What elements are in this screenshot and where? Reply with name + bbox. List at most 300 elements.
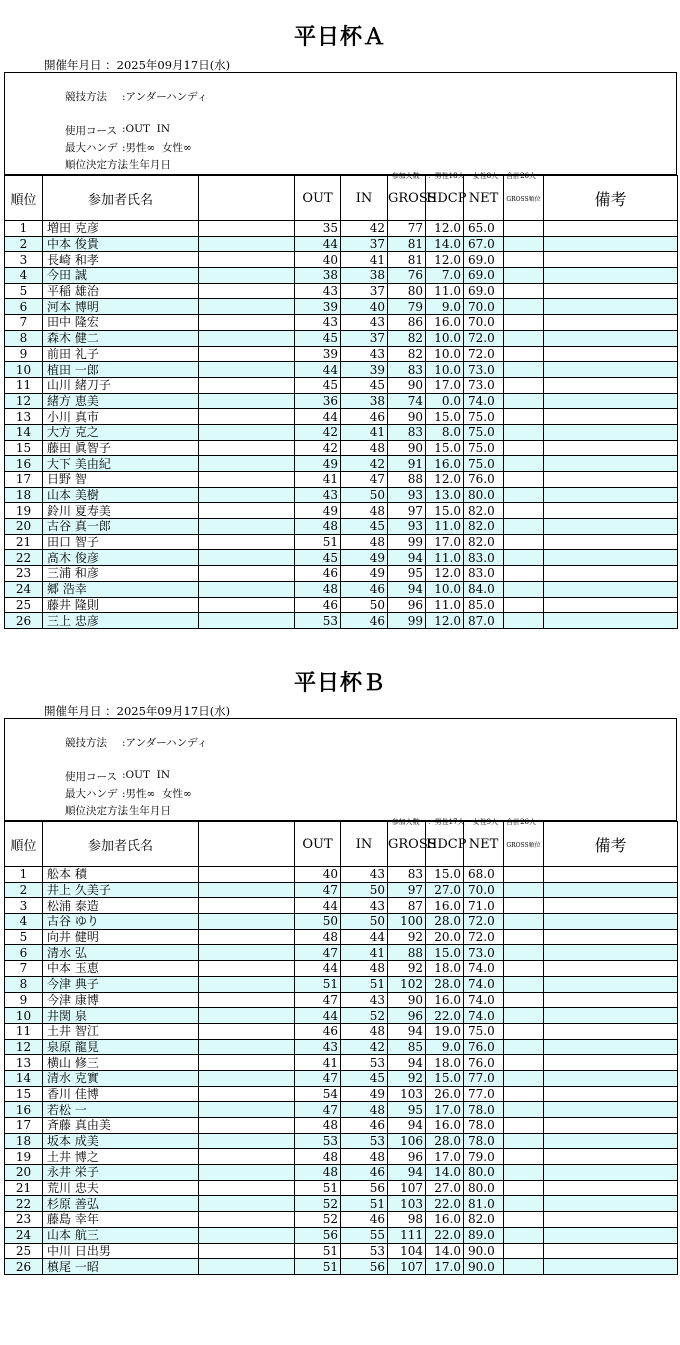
hdcp-cell: 12.0: [426, 613, 464, 629]
gross-rank-cell: [504, 1008, 544, 1024]
name-cell: 荒川 忠夫: [43, 1180, 199, 1196]
gross-rank-cell: [504, 1102, 544, 1118]
in-cell: 43: [341, 315, 388, 331]
name-cell: 郷 浩幸: [43, 581, 199, 597]
remarks-cell: [544, 503, 678, 519]
out-cell: 39: [295, 346, 341, 362]
net-cell: 74.0: [464, 992, 504, 1008]
name-cell: 井上 久美子: [43, 882, 199, 898]
net-cell: 74.0: [464, 1008, 504, 1024]
net-cell: 75.0: [464, 440, 504, 456]
gross-cell: 93: [388, 487, 426, 503]
in-cell: 37: [341, 283, 388, 299]
out-cell: 52: [295, 1212, 341, 1228]
blank-cell: [199, 315, 295, 331]
hdcp-cell: 14.0: [426, 236, 464, 252]
gross-rank-cell: [504, 1259, 544, 1275]
remarks-cell: [544, 914, 678, 930]
rank-cell: 1: [5, 221, 43, 237]
net-cell: 73.0: [464, 377, 504, 393]
name-cell: 三上 忠彦: [43, 613, 199, 629]
info-box: [4, 72, 677, 180]
remarks-cell: [544, 221, 678, 237]
in-cell: 43: [341, 992, 388, 1008]
in-cell: 48: [341, 1102, 388, 1118]
blank-cell: [199, 346, 295, 362]
in-cell: 48: [341, 534, 388, 550]
rank-cell: 16: [5, 456, 43, 472]
in-cell: 52: [341, 1008, 388, 1024]
name-cell: 山本 航三: [43, 1227, 199, 1243]
out-cell: 46: [295, 1023, 341, 1039]
out-cell: 44: [295, 961, 341, 977]
remarks-cell: [544, 283, 678, 299]
out-cell: 44: [295, 362, 341, 378]
results-table: [4, 175, 678, 629]
hdcp-cell: 28.0: [426, 914, 464, 930]
hdcp-cell: 28.0: [426, 1133, 464, 1149]
out-cell: 47: [295, 1070, 341, 1086]
in-cell: 47: [341, 472, 388, 488]
gross-rank-cell: [504, 1133, 544, 1149]
blank-cell: [199, 1039, 295, 1055]
table-row: [5, 882, 678, 898]
table-row: [5, 440, 678, 456]
gross-cell: 107: [388, 1259, 426, 1275]
name-cell: 土井 智江: [43, 1023, 199, 1039]
table-row: [5, 534, 678, 550]
net-cell: 68.0: [464, 867, 504, 883]
name-cell: 舩本 積: [43, 867, 199, 883]
in-cell: 50: [341, 487, 388, 503]
table-row: [5, 1039, 678, 1055]
remarks-cell: [544, 409, 678, 425]
out-cell: 48: [295, 1149, 341, 1165]
gross-cell: 94: [388, 1023, 426, 1039]
gross-rank-cell: [504, 1070, 544, 1086]
remarks-cell: [544, 268, 678, 284]
gross-rank-cell: [504, 393, 544, 409]
rank-cell: 12: [5, 393, 43, 409]
rank-cell: 21: [5, 1180, 43, 1196]
gross-rank-cell: [504, 1055, 544, 1071]
counts-women: 女性9人: [472, 818, 499, 826]
net-cell: 79.0: [464, 1149, 504, 1165]
in-cell: 51: [341, 1196, 388, 1212]
gross-cell: 94: [388, 1118, 426, 1134]
net-cell: 73.0: [464, 945, 504, 961]
in-cell: 48: [341, 1023, 388, 1039]
gross-rank-cell: [504, 409, 544, 425]
gross-rank-cell: [504, 534, 544, 550]
table-row: [5, 914, 678, 930]
gross-rank-cell: [504, 1165, 544, 1181]
rank-cell: 3: [5, 252, 43, 268]
remarks-cell: [544, 613, 678, 629]
out-cell: 43: [295, 283, 341, 299]
remarks-cell: [544, 315, 678, 331]
in-cell: 45: [341, 519, 388, 535]
remarks-cell: [544, 377, 678, 393]
blank-cell: [199, 566, 295, 582]
table-row: [5, 1086, 678, 1102]
rank-cell: 20: [5, 1165, 43, 1181]
gross-cell: 93: [388, 519, 426, 535]
name-cell: 土井 博之: [43, 1149, 199, 1165]
net-cell: 75.0: [464, 409, 504, 425]
blank-cell: [199, 472, 295, 488]
in-header: IN: [341, 176, 388, 221]
blank-cell: [199, 456, 295, 472]
blank-cell: [199, 236, 295, 252]
counts-men: ：男性18人: [427, 172, 465, 180]
rank-cell: 13: [5, 1055, 43, 1071]
hdcp-cell: 11.0: [426, 597, 464, 613]
table-row: [5, 1008, 678, 1024]
info-value: :男性∞ 女性∞: [122, 142, 192, 154]
table-row: [5, 961, 678, 977]
table-row: [5, 898, 678, 914]
out-cell: 46: [295, 597, 341, 613]
hdcp-cell: 12.0: [426, 252, 464, 268]
remarks-cell: [544, 581, 678, 597]
in-cell: 46: [341, 409, 388, 425]
blank-cell: [199, 519, 295, 535]
gross-rank-cell: [504, 1118, 544, 1134]
gross-cell: 90: [388, 409, 426, 425]
rank-cell: 5: [5, 929, 43, 945]
table-row: [5, 346, 678, 362]
rank-cell: 3: [5, 898, 43, 914]
gross-rank-cell: [504, 961, 544, 977]
out-cell: 56: [295, 1227, 341, 1243]
net-cell: 69.0: [464, 283, 504, 299]
gross-cell: 102: [388, 976, 426, 992]
gross-cell: 103: [388, 1196, 426, 1212]
remarks-cell: [544, 330, 678, 346]
net-cell: 72.0: [464, 914, 504, 930]
blank-cell: [199, 534, 295, 550]
counts-women: 女性8人: [472, 172, 499, 180]
rank-cell: 21: [5, 534, 43, 550]
table-row: [5, 566, 678, 582]
gross-cell: 107: [388, 1180, 426, 1196]
rank-cell: 15: [5, 1086, 43, 1102]
in-cell: 48: [341, 440, 388, 456]
gross-rank-cell: [504, 914, 544, 930]
blank-cell: [199, 976, 295, 992]
blank-cell: [199, 914, 295, 930]
net-cell: 90.0: [464, 1259, 504, 1275]
hdcp-cell: 17.0: [426, 1149, 464, 1165]
net-cell: 80.0: [464, 1180, 504, 1196]
table-row: [5, 268, 678, 284]
date-value: ：2025年09月17日(水): [105, 704, 231, 718]
gross-cell: 80: [388, 283, 426, 299]
gross-rank-cell: [504, 424, 544, 440]
table-row: [5, 1259, 678, 1275]
rank-header: 順位: [5, 176, 43, 221]
gross-cell: 83: [388, 362, 426, 378]
name-cell: 中本 俊貴: [43, 236, 199, 252]
table-row: [5, 1243, 678, 1259]
blank-cell: [199, 945, 295, 961]
net-cell: 82.0: [464, 519, 504, 535]
rank-cell: 23: [5, 566, 43, 582]
blank-cell: [199, 1180, 295, 1196]
net-cell: 81.0: [464, 1196, 504, 1212]
remarks-cell: [544, 1133, 678, 1149]
in-cell: 42: [341, 1039, 388, 1055]
gross-cell: 94: [388, 550, 426, 566]
out-cell: 41: [295, 472, 341, 488]
date-value: ：2025年09月17日(水): [105, 58, 231, 72]
in-cell: 56: [341, 1180, 388, 1196]
gross-rank-cell: [504, 456, 544, 472]
table-row: [5, 1149, 678, 1165]
hdcp-cell: 28.0: [426, 976, 464, 992]
in-cell: 56: [341, 1259, 388, 1275]
blank-cell: [199, 487, 295, 503]
rank-cell: 9: [5, 346, 43, 362]
name-cell: 今田 誠: [43, 268, 199, 284]
blank-cell: [199, 1212, 295, 1228]
blank-cell: [199, 252, 295, 268]
table-row: [5, 1070, 678, 1086]
in-cell: 44: [341, 929, 388, 945]
hdcp-cell: 26.0: [426, 1086, 464, 1102]
net-cell: 72.0: [464, 346, 504, 362]
rank-cell: 25: [5, 1243, 43, 1259]
gross-rank-cell: [504, 976, 544, 992]
remarks-cell: [544, 597, 678, 613]
net-cell: 73.0: [464, 362, 504, 378]
table-row: [5, 487, 678, 503]
out-cell: 47: [295, 1102, 341, 1118]
remarks-cell: [544, 1070, 678, 1086]
blank-cell: [199, 221, 295, 237]
rank-cell: 22: [5, 550, 43, 566]
blank-cell: [199, 268, 295, 284]
hdcp-cell: 16.0: [426, 992, 464, 1008]
rank-cell: 20: [5, 519, 43, 535]
in-cell: 37: [341, 330, 388, 346]
out-cell: 47: [295, 882, 341, 898]
rank-cell: 2: [5, 236, 43, 252]
name-cell: 長崎 和孝: [43, 252, 199, 268]
name-header: 参加者氏名: [43, 822, 199, 867]
name-cell: 日野 智: [43, 472, 199, 488]
remarks-cell: [544, 1055, 678, 1071]
gross-cell: 92: [388, 961, 426, 977]
hdcp-cell: 11.0: [426, 519, 464, 535]
gross-rank-header: GROSS順位: [504, 176, 544, 221]
remarks-cell: [544, 929, 678, 945]
rank-cell: 26: [5, 613, 43, 629]
blank-cell: [199, 1118, 295, 1134]
remarks-cell: [544, 976, 678, 992]
info-box: [4, 718, 677, 826]
out-cell: 53: [295, 613, 341, 629]
out-cell: 43: [295, 487, 341, 503]
rank-cell: 23: [5, 1212, 43, 1228]
remarks-cell: [544, 1023, 678, 1039]
table-row: [5, 299, 678, 315]
net-header: NET: [464, 176, 504, 221]
counts-men: ：男性17人: [427, 818, 465, 826]
table-row: [5, 945, 678, 961]
gross-rank-cell: [504, 867, 544, 883]
net-cell: 70.0: [464, 882, 504, 898]
rank-cell: 7: [5, 961, 43, 977]
in-cell: 48: [341, 503, 388, 519]
in-cell: 40: [341, 299, 388, 315]
out-cell: 41: [295, 1055, 341, 1071]
blank-cell: [199, 1133, 295, 1149]
hdcp-cell: 11.0: [426, 283, 464, 299]
table-row: [5, 519, 678, 535]
in-cell: 46: [341, 1165, 388, 1181]
out-cell: 44: [295, 236, 341, 252]
name-cell: 藤井 隆則: [43, 597, 199, 613]
remarks-cell: [544, 1102, 678, 1118]
gross-rank-cell: [504, 1149, 544, 1165]
table-row: [5, 330, 678, 346]
table-row: [5, 252, 678, 268]
counts-label: 参加人数: [391, 172, 420, 180]
blank-cell: [199, 1086, 295, 1102]
in-cell: 41: [341, 424, 388, 440]
name-cell: 藤島 幸年: [43, 1212, 199, 1228]
gross-rank-cell: [504, 929, 544, 945]
net-cell: 82.0: [464, 503, 504, 519]
rank-cell: 6: [5, 299, 43, 315]
name-cell: 今津 典子: [43, 976, 199, 992]
out-cell: 46: [295, 566, 341, 582]
rank-cell: 19: [5, 1149, 43, 1165]
hdcp-cell: 8.0: [426, 424, 464, 440]
in-cell: 49: [341, 550, 388, 566]
rank-cell: 2: [5, 882, 43, 898]
hdcp-cell: 10.0: [426, 581, 464, 597]
gross-rank-cell: [504, 377, 544, 393]
in-cell: 49: [341, 566, 388, 582]
remarks-cell: [544, 534, 678, 550]
table-row: [5, 1180, 678, 1196]
in-header: IN: [341, 822, 388, 867]
name-cell: 清水 弘: [43, 945, 199, 961]
table-row: [5, 424, 678, 440]
name-cell: 清水 克實: [43, 1070, 199, 1086]
hdcp-cell: 15.0: [426, 440, 464, 456]
out-cell: 51: [295, 1243, 341, 1259]
gross-cell: 97: [388, 503, 426, 519]
out-cell: 40: [295, 867, 341, 883]
hdcp-header: HDCP: [426, 822, 464, 867]
hdcp-cell: 27.0: [426, 1180, 464, 1196]
hdcp-cell: 19.0: [426, 1023, 464, 1039]
in-cell: 46: [341, 1212, 388, 1228]
out-cell: 40: [295, 252, 341, 268]
gross-rank-cell: [504, 1180, 544, 1196]
rank-cell: 1: [5, 867, 43, 883]
info-value: : 生年月日: [122, 159, 171, 171]
table-row: [5, 992, 678, 1008]
hdcp-cell: 27.0: [426, 882, 464, 898]
remarks-cell: [544, 867, 678, 883]
in-cell: 51: [341, 976, 388, 992]
gross-rank-cell: [504, 1243, 544, 1259]
gross-rank-cell: [504, 346, 544, 362]
rank-cell: 18: [5, 1133, 43, 1149]
table-row: [5, 597, 678, 613]
rank-cell: 17: [5, 472, 43, 488]
rank-cell: 17: [5, 1118, 43, 1134]
out-cell: 51: [295, 976, 341, 992]
hdcp-cell: 18.0: [426, 1055, 464, 1071]
remarks-cell: [544, 487, 678, 503]
gross-rank-cell: [504, 268, 544, 284]
remarks-cell: [544, 945, 678, 961]
blank-cell: [199, 929, 295, 945]
gross-rank-cell: [504, 945, 544, 961]
net-cell: 78.0: [464, 1133, 504, 1149]
gross-rank-cell: [504, 252, 544, 268]
out-cell: 45: [295, 330, 341, 346]
name-cell: 山本 美樹: [43, 487, 199, 503]
remarks-cell: [544, 1180, 678, 1196]
net-cell: 69.0: [464, 268, 504, 284]
hdcp-cell: 11.0: [426, 550, 464, 566]
hdcp-cell: 15.0: [426, 409, 464, 425]
section-title: 平日杯Ｂ: [293, 670, 386, 696]
gross-rank-cell: [504, 882, 544, 898]
in-cell: 38: [341, 393, 388, 409]
blank-cell: [199, 1023, 295, 1039]
gross-rank-cell: [504, 992, 544, 1008]
hdcp-cell: 17.0: [426, 377, 464, 393]
remarks-header: 備考: [544, 822, 678, 867]
counts-label: 参加人数: [391, 818, 420, 826]
name-cell: 横山 修三: [43, 1055, 199, 1071]
table-row: [5, 283, 678, 299]
gross-rank-cell: [504, 236, 544, 252]
blank-cell: [199, 503, 295, 519]
out-header: OUT: [295, 176, 341, 221]
in-cell: 49: [341, 1086, 388, 1102]
table-body: [5, 221, 678, 629]
blank-cell: [199, 1008, 295, 1024]
rank-cell: 4: [5, 268, 43, 284]
hdcp-cell: 20.0: [426, 929, 464, 945]
hdcp-cell: 16.0: [426, 1118, 464, 1134]
gross-cell: 111: [388, 1227, 426, 1243]
out-cell: 42: [295, 440, 341, 456]
net-cell: 70.0: [464, 299, 504, 315]
gross-rank-cell: [504, 221, 544, 237]
out-cell: 45: [295, 550, 341, 566]
hdcp-cell: 17.0: [426, 534, 464, 550]
hdcp-cell: 16.0: [426, 315, 464, 331]
blank-cell: [199, 330, 295, 346]
in-cell: 42: [341, 221, 388, 237]
blank-cell: [199, 283, 295, 299]
hdcp-cell: 12.0: [426, 221, 464, 237]
out-cell: 48: [295, 581, 341, 597]
table-body: [5, 867, 678, 1275]
gross-header: GROSS: [388, 822, 426, 867]
hdcp-cell: 9.0: [426, 299, 464, 315]
